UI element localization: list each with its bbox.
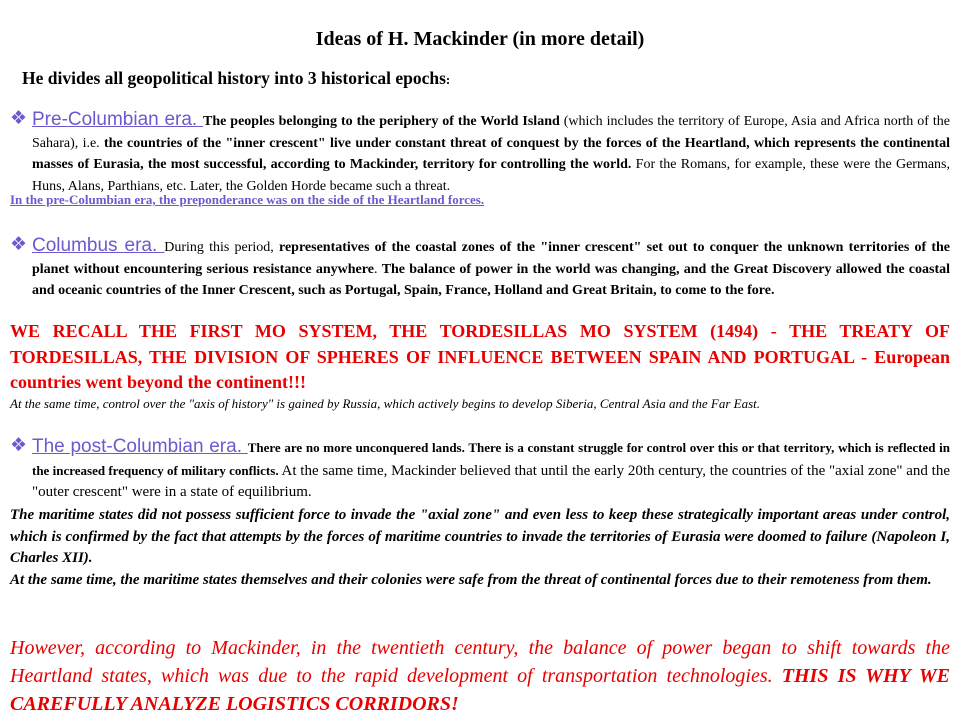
maritime-paragraph-1: The maritime states did not possess sufficient force to invade the "axial zone" and even less to keep these strategically important areas under control, which is confirmed by the fact that attempts by the forces of maritime countries to invade the territories of Eurasia were doomed to failure (Napoleon I, Charles XII). (10, 507, 950, 566)
precolumbian-era-label: Pre-Columbian era. (32, 109, 203, 130)
diamond-bullet-icon: ❖ (10, 434, 28, 456)
diamond-bullet-icon: ❖ (10, 107, 28, 129)
conclusion-emphasis: THIS IS WHY WE CAREFULLY ANALYZE LOGISTICS CORRIDORS! (10, 665, 950, 715)
bullet-postcolumbian-text (32, 436, 950, 504)
precolumbian-note: In the pre-Columbian era, the preponderance was on the side of the Heartland forces. (10, 192, 485, 207)
bullet-precolumbian (10, 109, 950, 197)
columbus-t3: . (373, 261, 382, 277)
tordesillas-recall: WE RECALL THE FIRST MO SYSTEM, THE TORDESILLAS MO SYSTEM (1494) - THE TREATY OF TORDESILLAS, THE DIVISION OF SPHERES OF INFLUENCE BETWEEN SPAIN AND PORTUGAL - European countries went beyond the continent!!! (10, 321, 950, 392)
columbus-era-label: Columbus era. (32, 235, 165, 256)
maritime-states-text (10, 505, 950, 591)
precolumbian-t3: the countries of the "inner crescent" live under constant threat of conquest by the forces of the Heartland, which represents the continental masses of Eurasia, the most successful, according to Mackinder, territory for controlling the world. (32, 135, 950, 172)
diamond-bullet-icon: ❖ (10, 233, 28, 255)
russia-note: At the same time, control over the "axis of history" is gained by Russia, which actively begins to develop Siberia, Central Asia and the Far East. (10, 396, 761, 411)
bullet-precolumbian-text (32, 109, 950, 197)
postcolumbian-t1: There are no more unconquered lands. There is a constant struggle for control over this or that territory, which is reflected in the increased frequency of military conflicts. (32, 440, 950, 478)
subtitle-colon: : (445, 72, 451, 87)
bullet-postcolumbian (10, 436, 950, 504)
columbus-t1: During this period, (164, 240, 279, 255)
subtitle (22, 68, 450, 89)
postcolumbian-era-label: The post-Columbian era. (32, 436, 248, 457)
columbus-t2: representatives of the coastal zones of the "inner crescent" set out to conquer the unknown territories of the planet without encountering serious resistance anywhere (32, 240, 951, 277)
conclusion (10, 634, 950, 718)
precolumbian-t4: For the Romans, for example, these were the Germans, Huns, Alans, Parthians, etc. Later, the Golden Horde became such a threat. (32, 157, 950, 194)
page-title: Ideas of H. Mackinder (in more detail) (315, 28, 645, 50)
postcolumbian-t2: At the same time, Mackinder believed that until the early 20th century, the countries of the "axial zone" and the "outer crescent" were in a state of equilibrium. (32, 462, 950, 500)
bullet-columbus (10, 235, 950, 302)
columbus-t4: The balance of power in the world was changing, and the Great Discovery allowed the coastal and oceanic countries of the Inner Crescent, such as Portugal, Spain, France, Holland and Great Britain, to come to the fore. (32, 261, 951, 298)
bullet-columbus-text (32, 235, 950, 302)
subtitle-text: He divides all geopolitical history into 3 historical epochs (22, 68, 446, 88)
maritime-paragraph-2: At the same time, the maritime states themselves and their colonies were safe from the threat of continental forces due to their remoteness from them. (10, 571, 932, 588)
precolumbian-t2: (which includes the territory of Europe, Asia and Africa north of the Sahara), i.e. (32, 114, 950, 151)
conclusion-text: However, according to Mackinder, in the twentieth century, the balance of power began to shift towards the Heartland states, which was due to the rapid development of transportation technologies. (10, 637, 950, 687)
precolumbian-t1: The peoples belonging to the periphery of the World Island (202, 114, 560, 129)
